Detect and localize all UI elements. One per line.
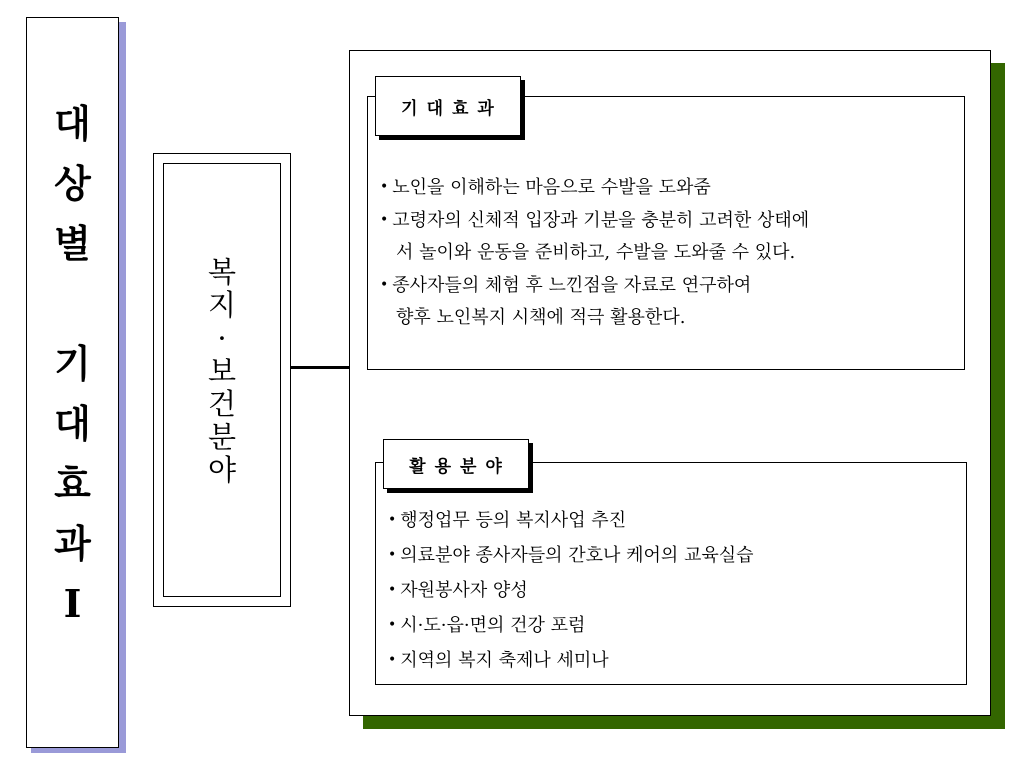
applications-label: 활용분야 xyxy=(383,439,529,489)
list-item xyxy=(380,204,809,269)
bullet-icon: • xyxy=(380,277,389,293)
expected-effects-label: 기대효과 xyxy=(375,76,521,136)
list-item-continuation: 향후 노인복지 시책에 적극 활용한다. xyxy=(396,307,686,328)
connector-line xyxy=(291,366,351,369)
list-item-text: 의료분야 종사자들의 간호나 케어의 교육실습 xyxy=(400,545,754,566)
list-item xyxy=(380,171,809,204)
list-item xyxy=(388,503,754,538)
bullet-icon: • xyxy=(380,212,389,228)
category-inner-frame xyxy=(163,163,281,597)
bullet-icon: • xyxy=(388,547,397,563)
expected-effects-list xyxy=(380,171,809,334)
category-label: 복 지 · 보 건 분 야 xyxy=(207,255,236,487)
list-item xyxy=(388,643,754,678)
slide-title: 대 상 별 기 대 효 과 Ⅰ xyxy=(54,101,91,626)
list-item xyxy=(380,269,809,334)
list-item-text: 행정업무 등의 복지사업 추진 xyxy=(400,510,627,531)
bullet-icon: • xyxy=(388,582,397,598)
list-item-text: 종사자들의 체험 후 느낀점을 자료로 연구하여 xyxy=(392,275,752,296)
list-item-text: 자원봉사자 양성 xyxy=(400,580,528,601)
list-item-text: 시·도·읍·면의 건강 포럼 xyxy=(400,615,586,636)
bullet-icon: • xyxy=(388,512,397,528)
list-item xyxy=(388,538,754,573)
list-item xyxy=(388,573,754,608)
list-item xyxy=(388,608,754,643)
category-box xyxy=(153,153,291,607)
applications-list xyxy=(388,503,754,678)
bullet-icon: • xyxy=(388,617,397,633)
bullet-icon: • xyxy=(388,652,397,668)
list-item-continuation: 서 놀이와 운동을 준비하고, 수발을 도와줄 수 있다. xyxy=(396,242,796,263)
bullet-icon: • xyxy=(380,179,389,195)
list-item-text: 고령자의 신체적 입장과 기분을 충분히 고려한 상태에 xyxy=(392,210,810,231)
list-item-text: 노인을 이해하는 마음으로 수발을 도와줌 xyxy=(392,177,711,198)
list-item-text: 지역의 복지 축제나 세미나 xyxy=(400,650,609,671)
title-box xyxy=(26,17,119,748)
